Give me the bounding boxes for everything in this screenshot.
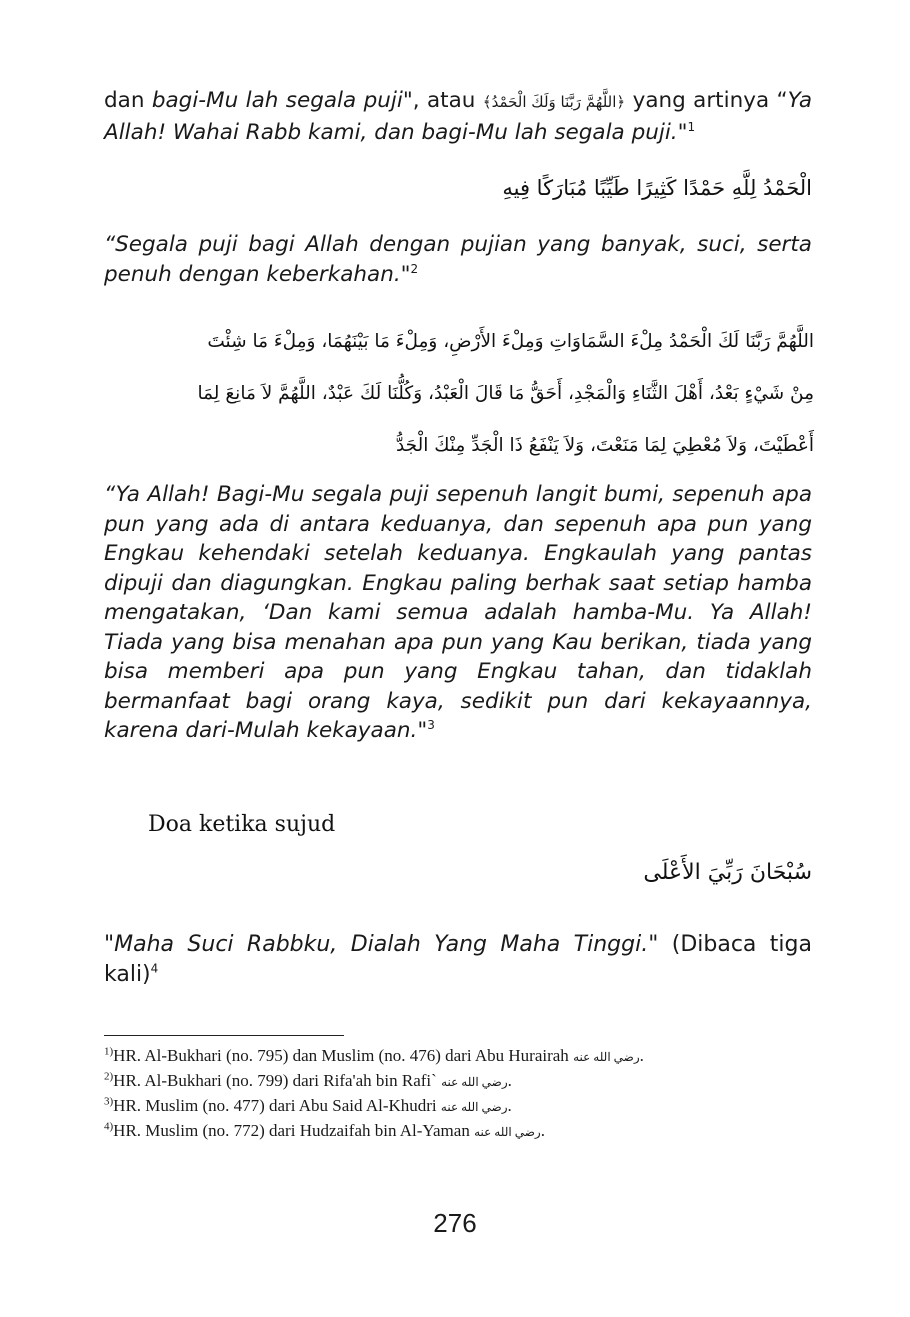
footnote-ref-3: 3 [427, 717, 435, 732]
footnote-3: $^{3)}$HR. Muslim (no. 477) dari Abu Said Al-Khudri رضي الله عنه. [104, 1095, 512, 1115]
footnote-ref-2: 2 [410, 261, 419, 276]
footnote-1-num: 1) [104, 1045, 114, 1058]
doa-itidal-translation [104, 480, 812, 746]
footnote-4: $^{4)}$HR. Muslim (no. 772) dari Hudzaifah bin Al-Yaman رضي الله عنه. [104, 1120, 545, 1140]
doa-hamd-translation-text: “Segala puji bagi Allah dengan pujian yang banyak, suci, serta penuh dengan keberkahan." [104, 232, 812, 287]
sujud-translation-italic: "Maha Suci Rabbku, Dialah Yang Maha Tinggi." [104, 932, 659, 957]
intro-trail: yang artinya “ [625, 88, 788, 113]
intro-lead-italic: bagi-Mu lah segala puji [151, 88, 403, 113]
footnote-2-text: HR. Al-Bukhari (no. 799) dari Rifa'ah bin Rafi` [113, 1071, 437, 1090]
sujud-translation [104, 930, 812, 990]
footnote-3-num: 3) [104, 1095, 114, 1108]
intro-translation: Ya Allah! Wahai Rabb kami, dan bagi-Mu lah segala puji." [104, 88, 812, 145]
intro-arabic-inline: ﴿اللَّهُمَّ رَبَّنَا وَلَكَ الْحَمْدُ﴾ [482, 93, 626, 111]
footnote-2-honorific: رضي الله عنه [441, 1075, 508, 1089]
doa-itidal-arabic-line-3: أَعْطَيْتَ، وَلاَ مُعْطِيَ لِمَا مَنَعْتَ، وَلاَ يَنْفَعُ ذَا الْجَدِّ مِنْكَ الْجَدُّ [395, 435, 814, 456]
sujud-arabic: سُبْحَانَ رَبِّيَ الأَعْلَى [643, 860, 812, 885]
footnote-1: $^{1)}$HR. Al-Bukhari (no. 795) dan Muslim (no. 476) dari Abu Hurairah رضي الله عنه. [104, 1045, 644, 1065]
footnote-divider [104, 1035, 344, 1036]
footnote-ref-4: 4 [150, 961, 159, 976]
footnote-1-honorific: رضي الله عنه [573, 1050, 640, 1064]
footnote-4-text: HR. Muslim (no. 772) dari Hudzaifah bin Al-Yaman [113, 1121, 470, 1140]
footnote-4-honorific: رضي الله عنه [474, 1125, 541, 1139]
sujud-translation-plain: (Dibaca tiga kali) [104, 932, 812, 987]
footnote-3-honorific: رضي الله عنه [440, 1100, 508, 1114]
footnote-1-text: HR. Al-Bukhari (no. 795) dan Muslim (no. 476) dari Abu Hurairah [113, 1046, 569, 1065]
doa-itidal-translation-text: “Ya Allah! Bagi-Mu segala puji sepenuh langit bumi, sepenuh apa pun yang ada di antara keduanya, dan sepenuh apa pun yang Engkau kehendaki setelah keduanya. Engkaulah yang pantas dipuji dan diagungkan. Engkau paling berhak saat setiap hamba mengatakan, ‘Dan kami semua adalah hamba-Mu. Ya Allah! Tiada yang bisa menahan apa pun yang Kau berikan, tiada yang bisa memberi apa pun yang Engkau tahan, dan tidaklah bermanfaat bagi orang kaya, sedikit pun dari kekayaannya, karena dari-Mulah kekayaan." [104, 482, 812, 743]
footnote-2: $^{2)}$HR. Al-Bukhari (no. 799) dari Rifa'ah bin Rafi` رضي الله عنه. [104, 1070, 512, 1090]
footnote-3-text: HR. Muslim (no. 477) dari Abu Said Al-Khudri [113, 1096, 437, 1115]
intro-paragraph [104, 86, 812, 147]
section-heading: Doa ketika sujud [148, 812, 336, 837]
footnote-ref-1: 1 [687, 119, 696, 134]
footnote-4-num: 4) [104, 1120, 114, 1133]
doa-itidal-arabic-line-2: مِنْ شَيْءٍ بَعْدُ، أَهْلَ الثَّنَاءِ وَالْمَجْدِ، أَحَقُّ مَا قَالَ الْعَبْدُ، وَكُلُّنَا لَكَ عَبْدٌ، اللَّهُمَّ لاَ مَانِعَ لِمَا [197, 383, 814, 404]
footnote-2-num: 2) [104, 1070, 114, 1083]
doa-itidal-arabic-line-1: اللَّهُمَّ رَبَّنَا لَكَ الْحَمْدُ مِلْءَ السَّمَاوَاتِ وَمِلْءَ الأَرْضِ، وَمِلْءَ مَا بَيْنَهُمَا، وَمِلْءَ مَا شِئْتَ [207, 331, 814, 352]
page-number: 276 [433, 1208, 477, 1238]
intro-lead: dan [104, 88, 152, 113]
doa-hamd-translation [104, 230, 812, 289]
doa-hamd-arabic: الْحَمْدُ لِلَّهِ حَمْدًا كَثِيرًا طَيِّبًا مُبَارَكًا فِيهِ [502, 176, 812, 200]
intro-mid: ", atau [402, 88, 483, 113]
